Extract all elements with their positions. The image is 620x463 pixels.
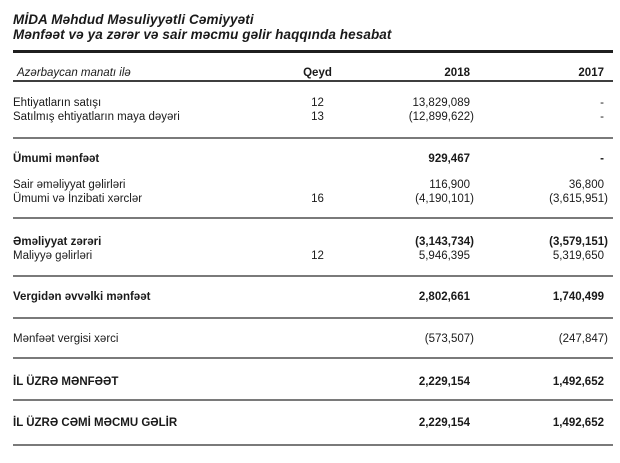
row-label: Ümumi və İnzibati xərclər <box>13 193 143 205</box>
row-value-2018: (4,190,101) <box>415 193 474 205</box>
section-total-comprehensive-income <box>13 401 613 444</box>
row-value-2017: (3,579,151) <box>549 236 608 248</box>
page-title: MİDA Məhdud Məsuliyyətli Cəmiyyəti <box>13 12 254 27</box>
row-value-2018: (3,143,734) <box>415 236 474 248</box>
row-spacer <box>13 166 613 178</box>
row-value-2017: (247,847) <box>558 333 608 345</box>
row-value-2017: - <box>600 153 604 165</box>
row-label: Mənfəət vergisi xərci <box>13 333 119 345</box>
row-value-2017: - <box>600 111 604 123</box>
row-value-2018: (573,507) <box>424 333 474 345</box>
row-note: 13 <box>311 111 324 123</box>
row-value-2018: 2,229,154 <box>418 417 470 429</box>
column-header-2018: 2018 <box>444 67 470 79</box>
row-value-2017: 36,800 <box>568 179 604 191</box>
row-label: Sair əməliyyat gəlirləri <box>13 179 126 191</box>
column-header-2017: 2017 <box>578 67 604 79</box>
financial-statement <box>13 0 613 446</box>
row-value-2017: 1,740,499 <box>552 291 604 303</box>
row-value-2017: - <box>600 97 604 109</box>
table-row <box>13 152 613 166</box>
row-value-2018: (12,899,622) <box>408 111 474 123</box>
row-value-2018: 929,467 <box>428 153 470 165</box>
row-label: İL ÜZRƏ CƏMİ MƏCMU GƏLİR <box>13 417 178 429</box>
row-value-2017: 1,492,652 <box>552 417 604 429</box>
page-subtitle: Mənfəət və ya zərər və sair məcmu gəlir haqqında hesabat <box>13 27 392 42</box>
row-value-2017: 1,492,652 <box>552 376 604 388</box>
table-row <box>13 375 613 389</box>
section-gross-profit <box>13 139 613 217</box>
section-tax-expense <box>13 319 613 357</box>
table-row <box>13 192 613 206</box>
row-value-2018: 116,900 <box>429 179 470 191</box>
row-label: Əməliyyat zərəri <box>13 236 102 248</box>
section-profit-for-year <box>13 359 613 399</box>
column-header-note: Qeyd <box>303 67 332 79</box>
row-label: Maliyyə gəlirləri <box>13 250 93 262</box>
table-row <box>13 235 613 249</box>
table-row <box>13 249 613 263</box>
row-note: 12 <box>311 97 324 109</box>
section-operating-loss <box>13 219 613 275</box>
table-row <box>13 110 613 124</box>
row-value-2017: 5,319,650 <box>552 250 604 262</box>
row-value-2018: 13,829,089 <box>412 97 470 109</box>
title-rule <box>13 50 613 53</box>
section-revenue <box>13 82 613 137</box>
table-row <box>13 416 613 430</box>
row-label: Ümumi mənfəət <box>13 153 100 165</box>
row-note: 12 <box>311 250 324 262</box>
row-note: 16 <box>311 193 324 205</box>
row-value-2018: 2,802,661 <box>418 291 470 303</box>
row-label: Vergidən əvvəlki mənfəət <box>13 291 151 303</box>
column-header-currency: Azərbaycan manatı ilə <box>17 67 131 79</box>
table-header-row <box>13 66 613 80</box>
row-label: Satılmış ehtiyatların maya dəyəri <box>13 111 180 123</box>
section-profit-before-tax <box>13 277 613 317</box>
row-value-2018: 2,229,154 <box>418 376 470 388</box>
table-row <box>13 96 613 110</box>
table-row <box>13 178 613 192</box>
row-value-2018: 5,946,395 <box>418 250 470 262</box>
title-block <box>13 0 613 42</box>
section-rule <box>13 444 613 446</box>
row-value-2017: (3,615,951) <box>549 193 608 205</box>
row-label: Ehtiyatların satışı <box>13 97 102 109</box>
table-row <box>13 332 613 346</box>
row-label: İL ÜZRƏ MƏNFƏƏT <box>13 376 119 388</box>
table-row <box>13 290 613 304</box>
